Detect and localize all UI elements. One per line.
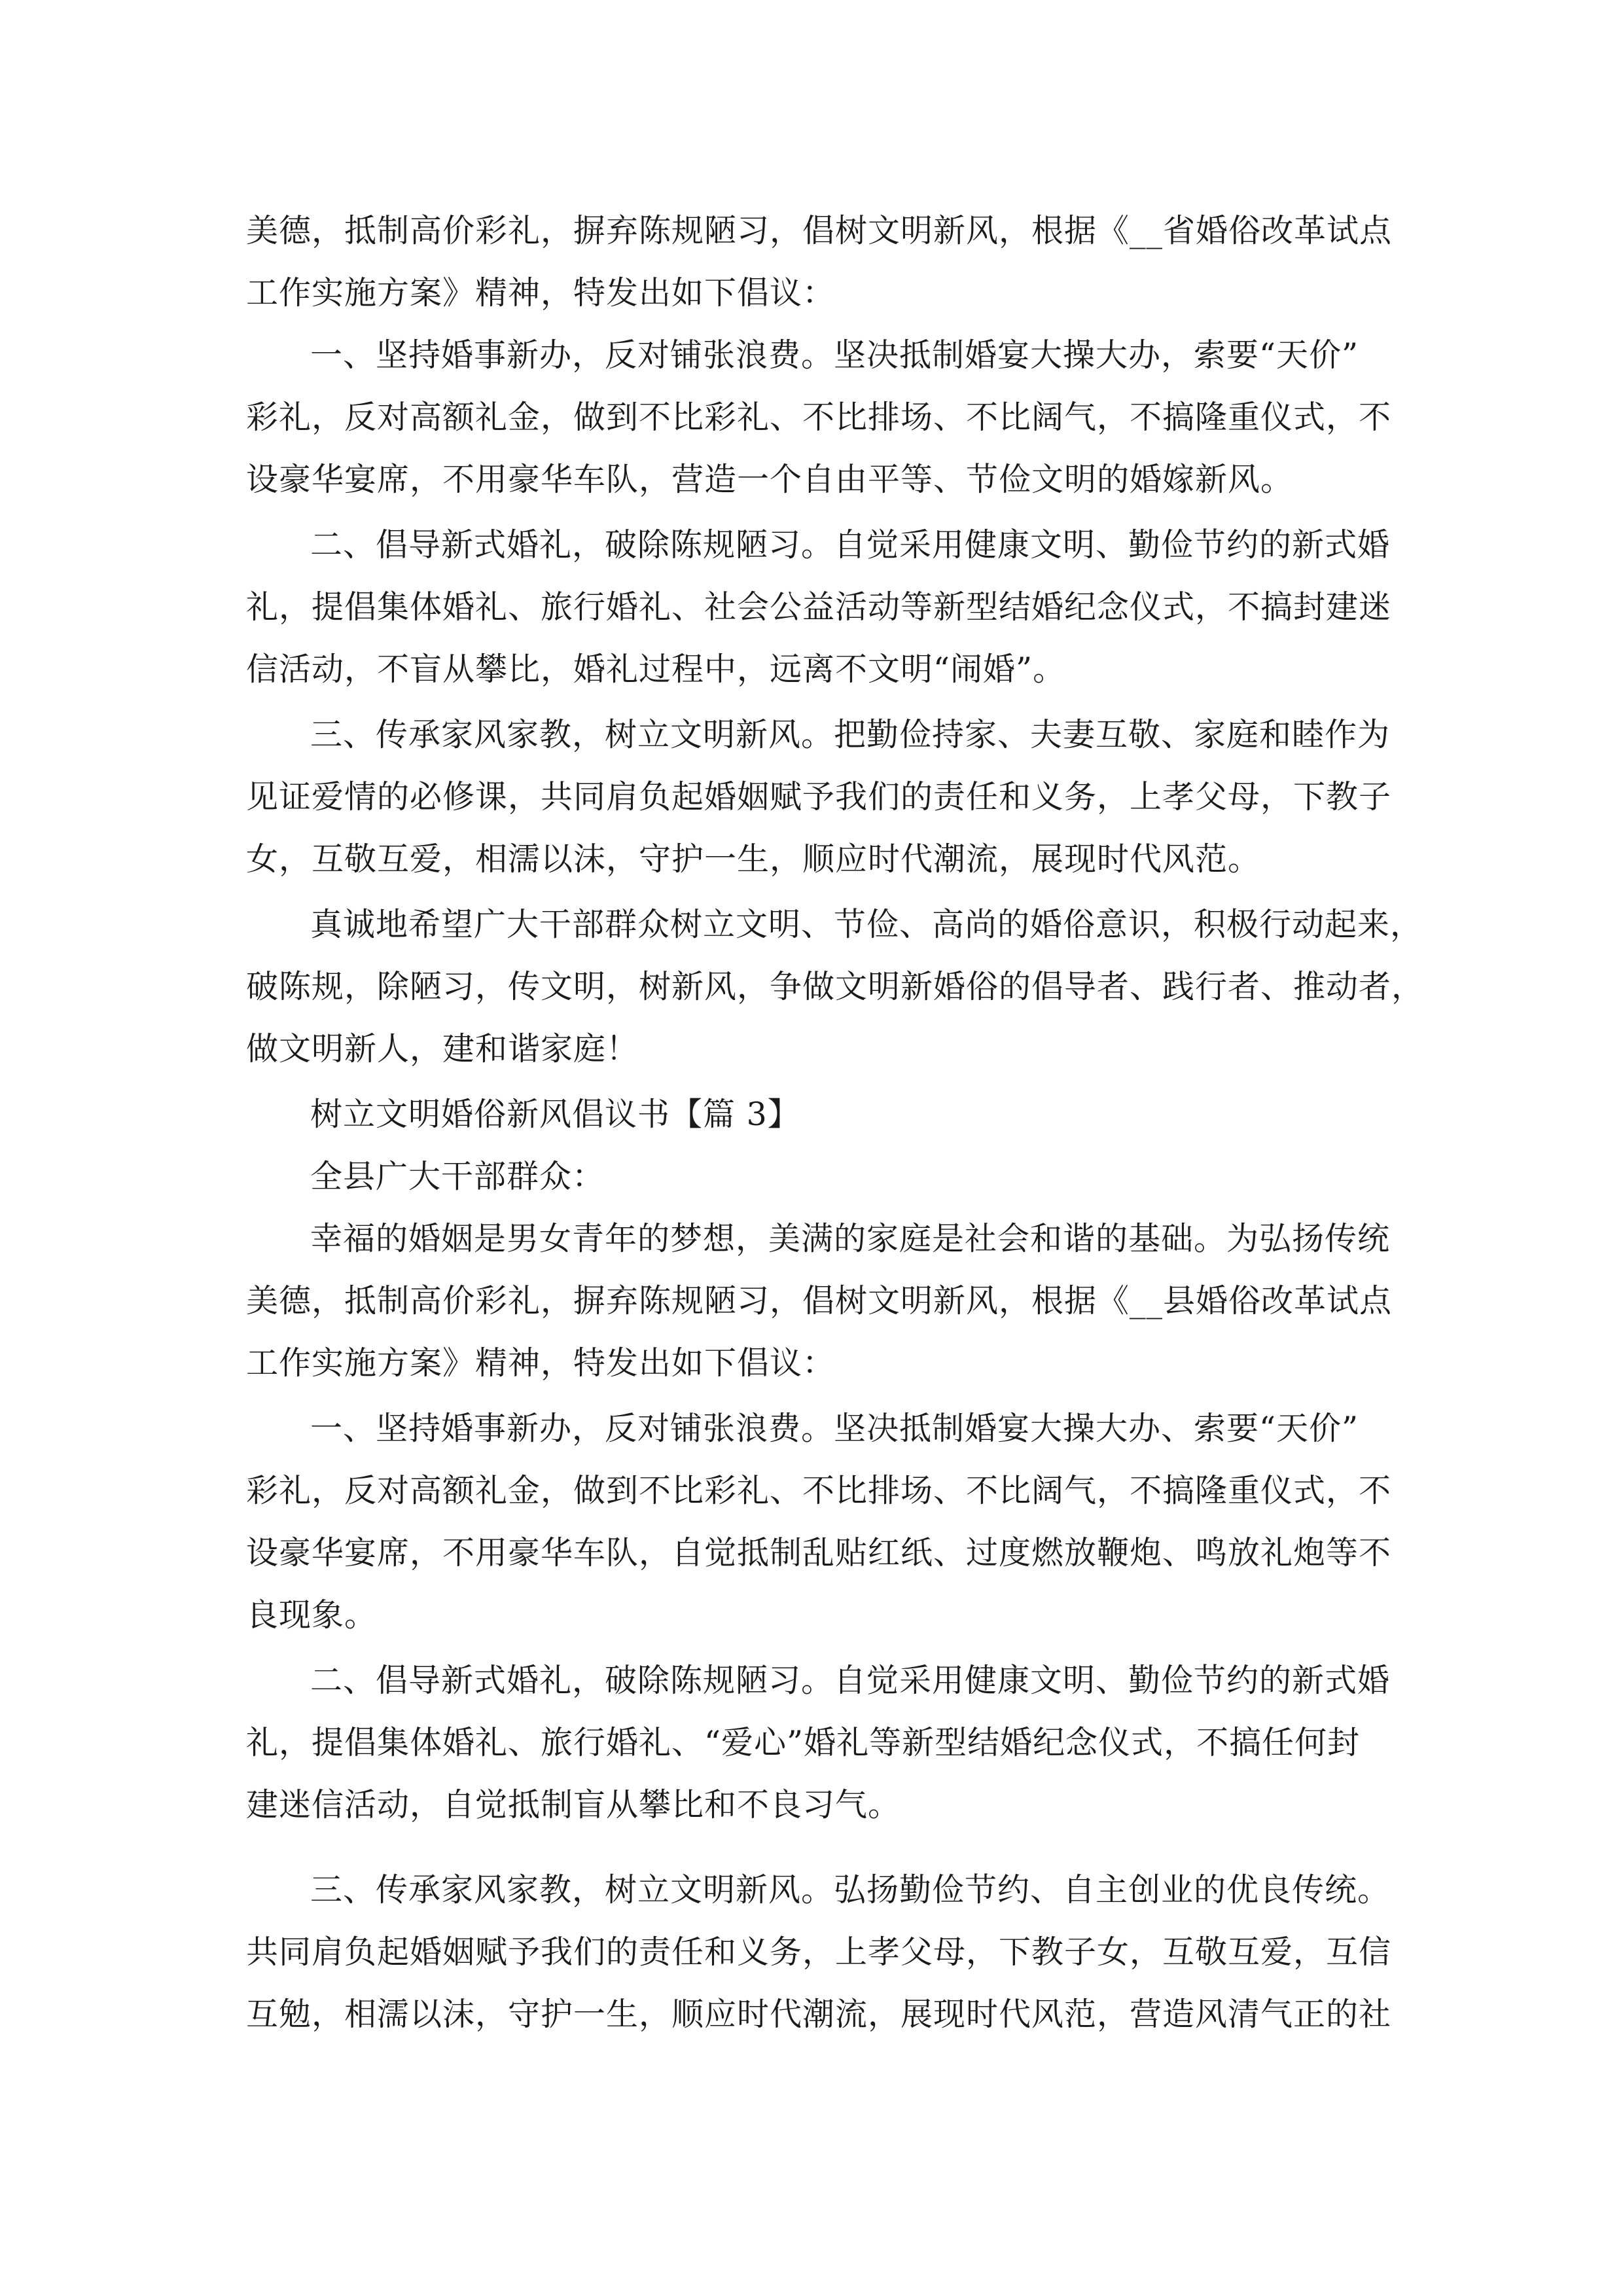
salutation: 全县广大干部群众：: [310, 1158, 605, 1195]
text-line: 工作实施方案》精神，特发出如下倡议：: [246, 274, 836, 312]
text-line: 良现象。: [246, 1596, 378, 1634]
text-line: 真诚地希望广大干部群众树立文明、节俭、高尚的婚俗意识，积极行动起来，: [310, 906, 1423, 943]
text-line: 二、倡导新式婚礼，破除陈规陋习。自觉采用健康文明、勤俭节约的新式婚: [310, 526, 1391, 564]
text-line: 一、坚持婚事新办，反对铺张浪费。坚决抵制婚宴大操大办、索要“天价”: [310, 1410, 1359, 1447]
text-line: 设豪华宴席，不用豪华车队，营造一个自由平等、节俭文明的婚嫁新风。: [246, 461, 1294, 498]
text-line: 二、倡导新式婚礼，破除陈规陋习。自觉采用健康文明、勤俭节约的新式婚: [310, 1662, 1391, 1699]
text-line: 设豪华宴席，不用豪华车队，自觉抵制乱贴红纸、过度燃放鞭炮、鸣放礼炮等不: [246, 1534, 1392, 1571]
text-line: 做文明新人，建和谐家庭！: [246, 1030, 639, 1067]
text-line: 见证爱情的必修课，共同肩负起婚姻赋予我们的责任和义务，上孝父母，下教子: [246, 778, 1392, 816]
text-line: 互勉，相濡以沫，守护一生，顺应时代潮流，展现时代风范，营造风清气正的社: [246, 1996, 1392, 2033]
text-line: 女，互敬互爱，相濡以沫，守护一生，顺应时代潮流，展现时代风范。: [246, 840, 1261, 878]
text-line: 三、传承家风家教，树立文明新风。把勤俭持家、夫妻互敬、家庭和睦作为: [310, 716, 1391, 753]
text-line: 美德，抵制高价彩礼，摒弃陈规陋习，倡树文明新风，根据《__县婚俗改革试点: [246, 1282, 1393, 1319]
text-line: 破陈规，除陋习，传文明，树新风，争做文明新婚俗的倡导者、践行者、推动者，: [246, 968, 1425, 1005]
text-line: 共同肩负起婚姻赋予我们的责任和义务，上孝父母，下教子女，互敬互爱，互信: [246, 1933, 1392, 1971]
text-line: 三、传承家风家教，树立文明新风。弘扬勤俭节约、自主创业的优良传统。: [310, 1871, 1391, 1909]
section-heading: 树立文明婚俗新风倡议书【篇 3】: [310, 1096, 800, 1133]
text-line: 幸福的婚姻是男女青年的梦想，美满的家庭是社会和谐的基础。为弘扬传统: [310, 1220, 1391, 1257]
text-line: 美德，抵制高价彩礼，摒弃陈规陋习，倡树文明新风，根据《__省婚俗改革试点: [246, 212, 1393, 249]
text-line: 信活动，不盲从攀比，婚礼过程中，远离不文明“闹婚”。: [246, 651, 1066, 688]
text-line: 礼，提倡集体婚礼、旅行婚礼、“爱心”婚礼等新型结婚纪念仪式，不搞任何封: [246, 1724, 1361, 1761]
text-line: 彩礼，反对高额礼金，做到不比彩礼、不比排场、不比阔气，不搞隆重仪式，不: [246, 399, 1392, 436]
text-line: 彩礼，反对高额礼金，做到不比彩礼、不比排场、不比阔气，不搞隆重仪式，不: [246, 1472, 1392, 1509]
text-line: 工作实施方案》精神，特发出如下倡议：: [246, 1344, 836, 1382]
text-line: 一、坚持婚事新办，反对铺张浪费。坚决抵制婚宴大操大办，索要“天价”: [310, 336, 1359, 374]
text-line: 建迷信活动，自觉抵制盲从攀比和不良习气。: [246, 1786, 901, 1823]
text-line: 礼，提倡集体婚礼、旅行婚礼、社会公益活动等新型结婚纪念仪式，不搞封建迷: [246, 588, 1392, 626]
